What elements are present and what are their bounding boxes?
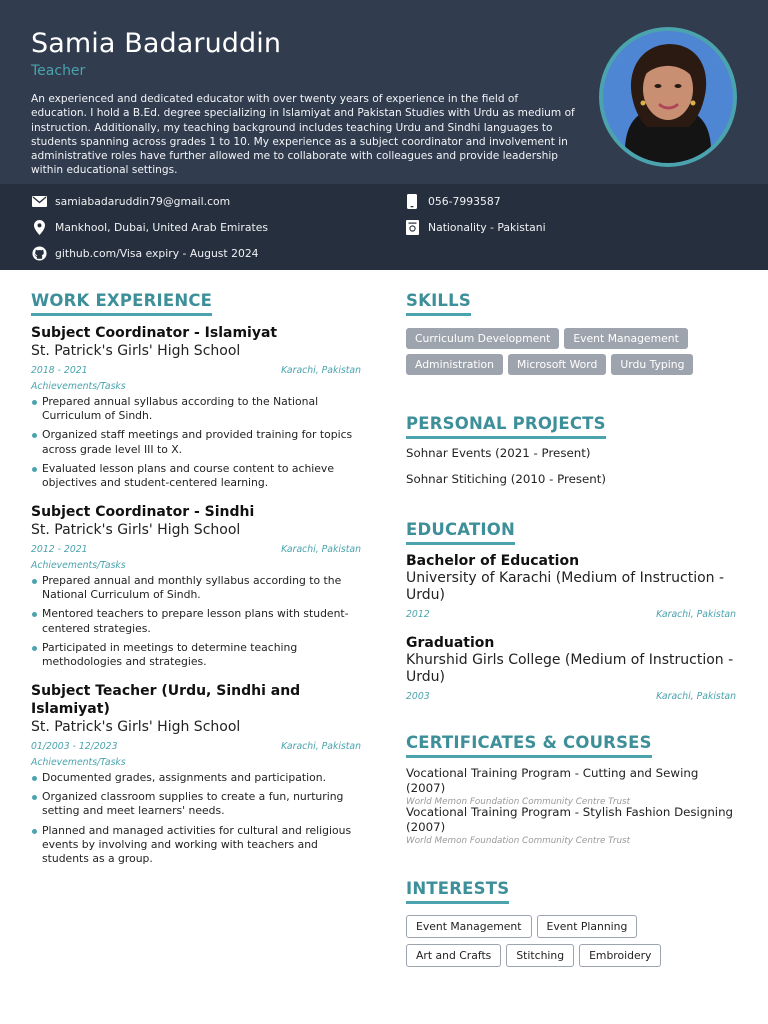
contact-phone[interactable] <box>404 193 501 209</box>
bullet-dot-icon <box>32 467 37 472</box>
education-location: Karachi, Pakistan <box>656 609 736 620</box>
education-heading: EDUCATION <box>406 520 515 545</box>
contact-email[interactable] <box>31 193 230 209</box>
job-meta <box>31 741 361 752</box>
phone-icon <box>404 193 420 209</box>
job-task-list <box>31 395 361 490</box>
personal-projects-heading: PERSONAL PROJECTS <box>406 414 606 439</box>
certificate-name: Vocational Training Program - Cutting and Sewing (2007) <box>406 766 699 795</box>
list-item: Organized staff meetings and provided training for topics across grade level III to X. <box>31 428 361 456</box>
job-organization: St. Patrick's Girls' High School <box>31 343 241 359</box>
project-item: Sohnar Events (2021 - Present) <box>406 446 591 460</box>
job-role: Subject Teacher (Urdu, Sindhi and Islamiyat) <box>31 683 301 717</box>
education-meta <box>406 691 736 702</box>
job-task-list <box>31 771 361 866</box>
bullet-dot-icon <box>32 795 37 800</box>
certificate-name: Vocational Training Program - Stylish Fashion Designing (2007) <box>406 805 734 834</box>
education-year: 2012 <box>406 609 430 620</box>
envelope-icon <box>31 193 47 209</box>
job-role: Subject Coordinator - Islamiyat <box>31 325 278 341</box>
job-entry-1 <box>31 324 361 495</box>
job-location: Karachi, Pakistan <box>281 741 361 752</box>
candidate-name: Samia Badaruddin <box>31 28 282 59</box>
work-experience-heading: WORK EXPERIENCE <box>31 291 212 316</box>
contact-location <box>31 219 268 235</box>
skills-heading: SKILLS <box>406 291 471 316</box>
list-item: Prepared annual and monthly syllabus according to the National Curriculum of Sindh. <box>31 574 361 602</box>
education-location: Karachi, Pakistan <box>656 691 736 702</box>
list-item: Participated in meetings to determine teaching methodologies and strategies. <box>31 641 361 669</box>
contact-nationality <box>404 219 546 235</box>
contact-phone-text: 056-7993587 <box>428 194 501 208</box>
contact-github[interactable] <box>31 245 259 261</box>
interests-list <box>406 915 736 967</box>
list-item: Organized classroom supplies to create a fun, nurturing setting and meet learners' needs. <box>31 790 361 818</box>
github-icon <box>31 245 47 261</box>
education-entry-2 <box>406 634 736 702</box>
passport-icon <box>404 219 420 235</box>
job-role: Subject Coordinator - Sindhi <box>31 504 255 520</box>
bullet-dot-icon <box>32 776 37 781</box>
education-institution: University of Karachi (Medium of Instruction - Urdu) <box>406 570 725 603</box>
education-degree: Graduation <box>406 635 495 651</box>
job-dates: 2012 - 2021 <box>31 544 88 555</box>
list-item: Evaluated lesson plans and course content to achieve objectives and student-centered learning. <box>31 462 361 490</box>
education-institution: Khurshid Girls College (Medium of Instruction - Urdu) <box>406 652 734 685</box>
education-meta <box>406 609 736 620</box>
list-item: Prepared annual syllabus according to the National Curriculum of Sindh. <box>31 395 361 423</box>
map-pin-icon <box>31 219 47 235</box>
certificates-heading: CERTIFICATES & COURSES <box>406 733 652 758</box>
interests-heading: INTERESTS <box>406 879 509 904</box>
skill-tag: Curriculum Development <box>406 328 559 349</box>
bullet-dot-icon <box>32 646 37 651</box>
job-dates: 2018 - 2021 <box>31 365 88 376</box>
job-location: Karachi, Pakistan <box>281 365 361 376</box>
education-year: 2003 <box>406 691 430 702</box>
job-tasks-label: Achievements/Tasks <box>31 381 126 392</box>
bullet-dot-icon <box>32 612 37 617</box>
project-item: Sohnar Stitiching (2010 - Present) <box>406 472 606 486</box>
skill-tag: Administration <box>406 354 503 375</box>
portrait-illustration <box>603 31 733 163</box>
interest-tag: Art and Crafts <box>406 944 501 967</box>
contact-bar <box>0 184 768 270</box>
skills-list <box>406 328 736 375</box>
certificate-entry-1 <box>406 766 736 807</box>
certificate-organization: World Memon Foundation Community Centre Trust <box>406 836 631 846</box>
bullet-dot-icon <box>32 579 37 584</box>
list-item: Mentored teachers to prepare lesson plans with student-centered strategies. <box>31 607 361 635</box>
bullet-dot-icon <box>32 433 37 438</box>
profile-summary: An experienced and dedicated educator with over twenty years of experience in the field of education. I hold a B.Ed. degree specializing in Islamiyat and Pakistan Studies with Urdu as medium of instruction. Additionally, my teaching background includes teaching Urdu and Sindhi languages to students spanning across grades 1 to 10. My experience as a subject coordinator and involvement in administrative roles have further allowed me to collaborate with colleagues and provide leadership within educational settings. <box>31 93 575 177</box>
bullet-dot-icon <box>32 829 37 834</box>
certificate-entry-2 <box>406 805 736 846</box>
list-item: Planned and managed activities for cultural and religious events by involving and working with teachers and students as a group. <box>31 824 361 867</box>
education-degree: Bachelor of Education <box>406 553 580 569</box>
job-tasks-label: Achievements/Tasks <box>31 757 126 768</box>
job-entry-2 <box>31 503 361 674</box>
job-dates: 01/2003 - 12/2023 <box>31 741 118 752</box>
job-meta <box>31 544 361 555</box>
job-entry-3 <box>31 682 361 871</box>
bullet-dot-icon <box>32 400 37 405</box>
skill-tag: Event Management <box>564 328 688 349</box>
contact-email-text: samiabadaruddin79@gmail.com <box>55 194 231 208</box>
candidate-title: Teacher <box>31 63 86 79</box>
interest-tag: Event Planning <box>537 915 638 938</box>
job-meta <box>31 365 361 376</box>
resume-header <box>0 0 768 184</box>
list-item: Documented grades, assignments and participation. <box>31 771 361 785</box>
job-organization: St. Patrick's Girls' High School <box>31 719 241 735</box>
interest-tag: Event Management <box>406 915 532 938</box>
interest-tag: Embroidery <box>579 944 661 967</box>
skill-tag: Microsoft Word <box>508 354 606 375</box>
job-location: Karachi, Pakistan <box>281 544 361 555</box>
job-task-list <box>31 574 361 669</box>
certificate-organization: World Memon Foundation Community Centre Trust <box>406 797 631 807</box>
education-entry-1 <box>406 552 736 620</box>
profile-photo <box>599 27 737 167</box>
job-organization: St. Patrick's Girls' High School <box>31 522 241 538</box>
contact-nationality-text: Nationality - Pakistani <box>428 220 546 234</box>
job-tasks-label: Achievements/Tasks <box>31 560 126 571</box>
contact-location-text: Mankhool, Dubai, United Arab Emirates <box>55 220 268 234</box>
contact-github-text: github.com/Visa expiry - August 2024 <box>55 246 259 260</box>
skill-tag: Urdu Typing <box>611 354 693 375</box>
interest-tag: Stitching <box>506 944 574 967</box>
